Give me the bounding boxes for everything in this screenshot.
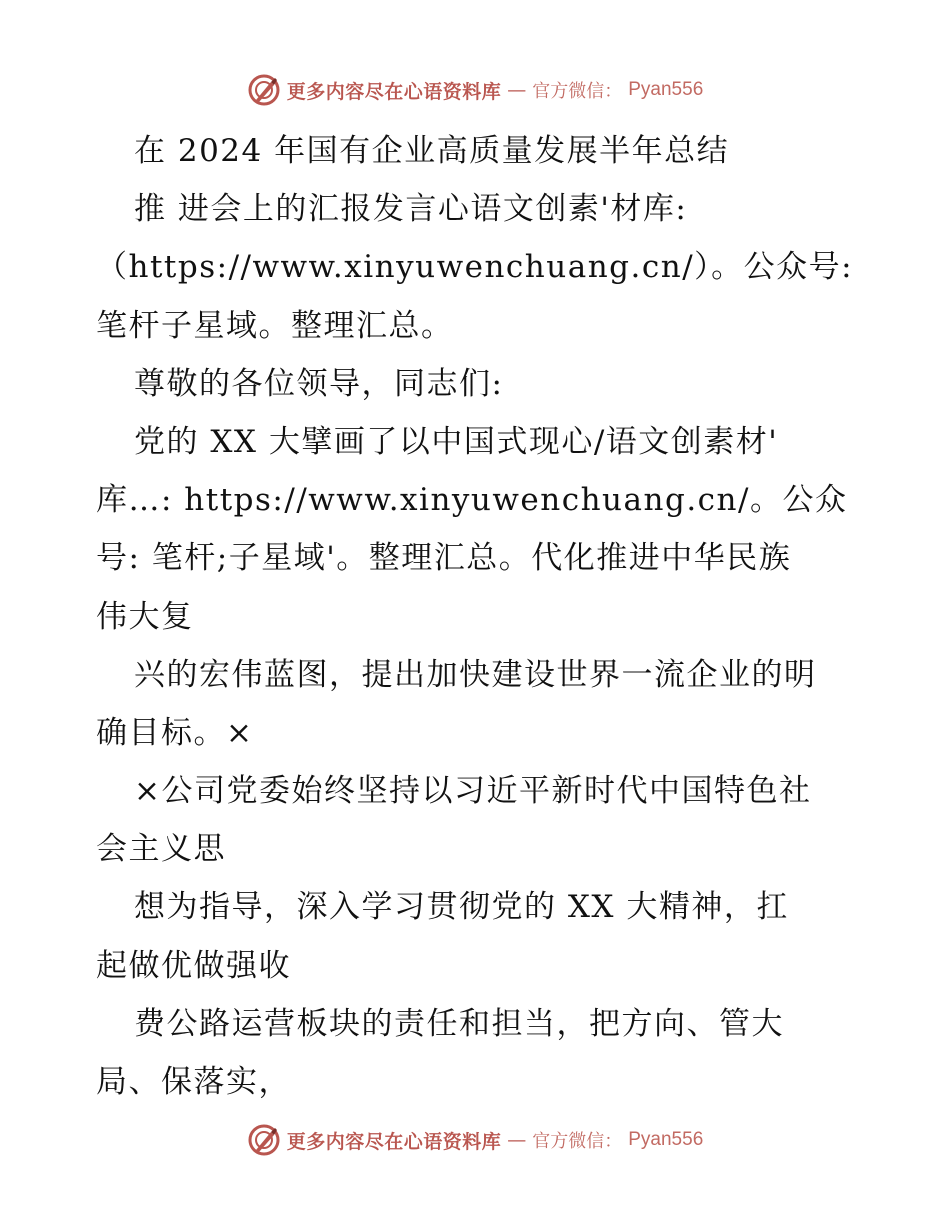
footer-banner-text: 更多内容尽在心语资料库 [286, 1130, 502, 1153]
body-line: 号: 笔杆;子星域'。整理汇总。代化推进中华民族 [96, 540, 792, 577]
body-line: 党的 XX 大擘画了以中国式现心/语文创素材' [134, 423, 779, 460]
body-line: 起做优做强收 [96, 947, 291, 984]
body-line: 费公路运营板块的责任和担当，把方向、管大 [134, 1005, 784, 1042]
body-line: （https://www.xinyuwenchuang.cn/）。公众号: [96, 249, 854, 286]
header-banner-dash: — [507, 79, 527, 101]
brand-logo-icon [247, 1123, 281, 1157]
footer-wechat-id: Pyan556 [628, 1129, 704, 1150]
page-footer [0, 1120, 950, 1160]
footer-banner [247, 1123, 704, 1157]
body-line: ×公司党委始终坚持以习近平新时代中国特色社 [134, 773, 812, 810]
body-line: 笔杆子星域。整理汇总。 [96, 307, 454, 344]
body-line: 库…: https://www.xinyuwenchuang.cn/。公众 [96, 482, 848, 519]
body-line: 确目标。× [96, 714, 254, 751]
header-banner-text: 更多内容尽在心语资料库 [286, 80, 502, 103]
header-wechat-label: 官方微信： [532, 81, 623, 102]
body-line: 想为指导，深入学习贯彻党的 XX 大精神，扛 [134, 889, 789, 926]
footer-banner-dash: — [507, 1129, 527, 1151]
body-line: 伟大复 [96, 598, 194, 635]
body-line: 局、保落实， [96, 1064, 291, 1100]
body-line: 兴的宏伟蓝图，提出加快建设世界一流企业的明 [134, 656, 817, 693]
header-banner [247, 73, 704, 107]
title-line-2: 推 进会上的汇报发言心语文创素'材库: [134, 191, 688, 228]
title-line-1: 在 2024 年国有企业高质量发展半年总结 [134, 133, 730, 169]
page-header [0, 70, 950, 110]
brand-logo-icon [247, 73, 281, 107]
header-wechat-id: Pyan556 [628, 79, 704, 100]
salutation-line: 尊敬的各位领导，同志们: [134, 365, 504, 402]
footer-wechat-label: 官方微信： [532, 1131, 623, 1152]
document-body [96, 122, 856, 1111]
body-line: 会主义思 [96, 831, 226, 868]
